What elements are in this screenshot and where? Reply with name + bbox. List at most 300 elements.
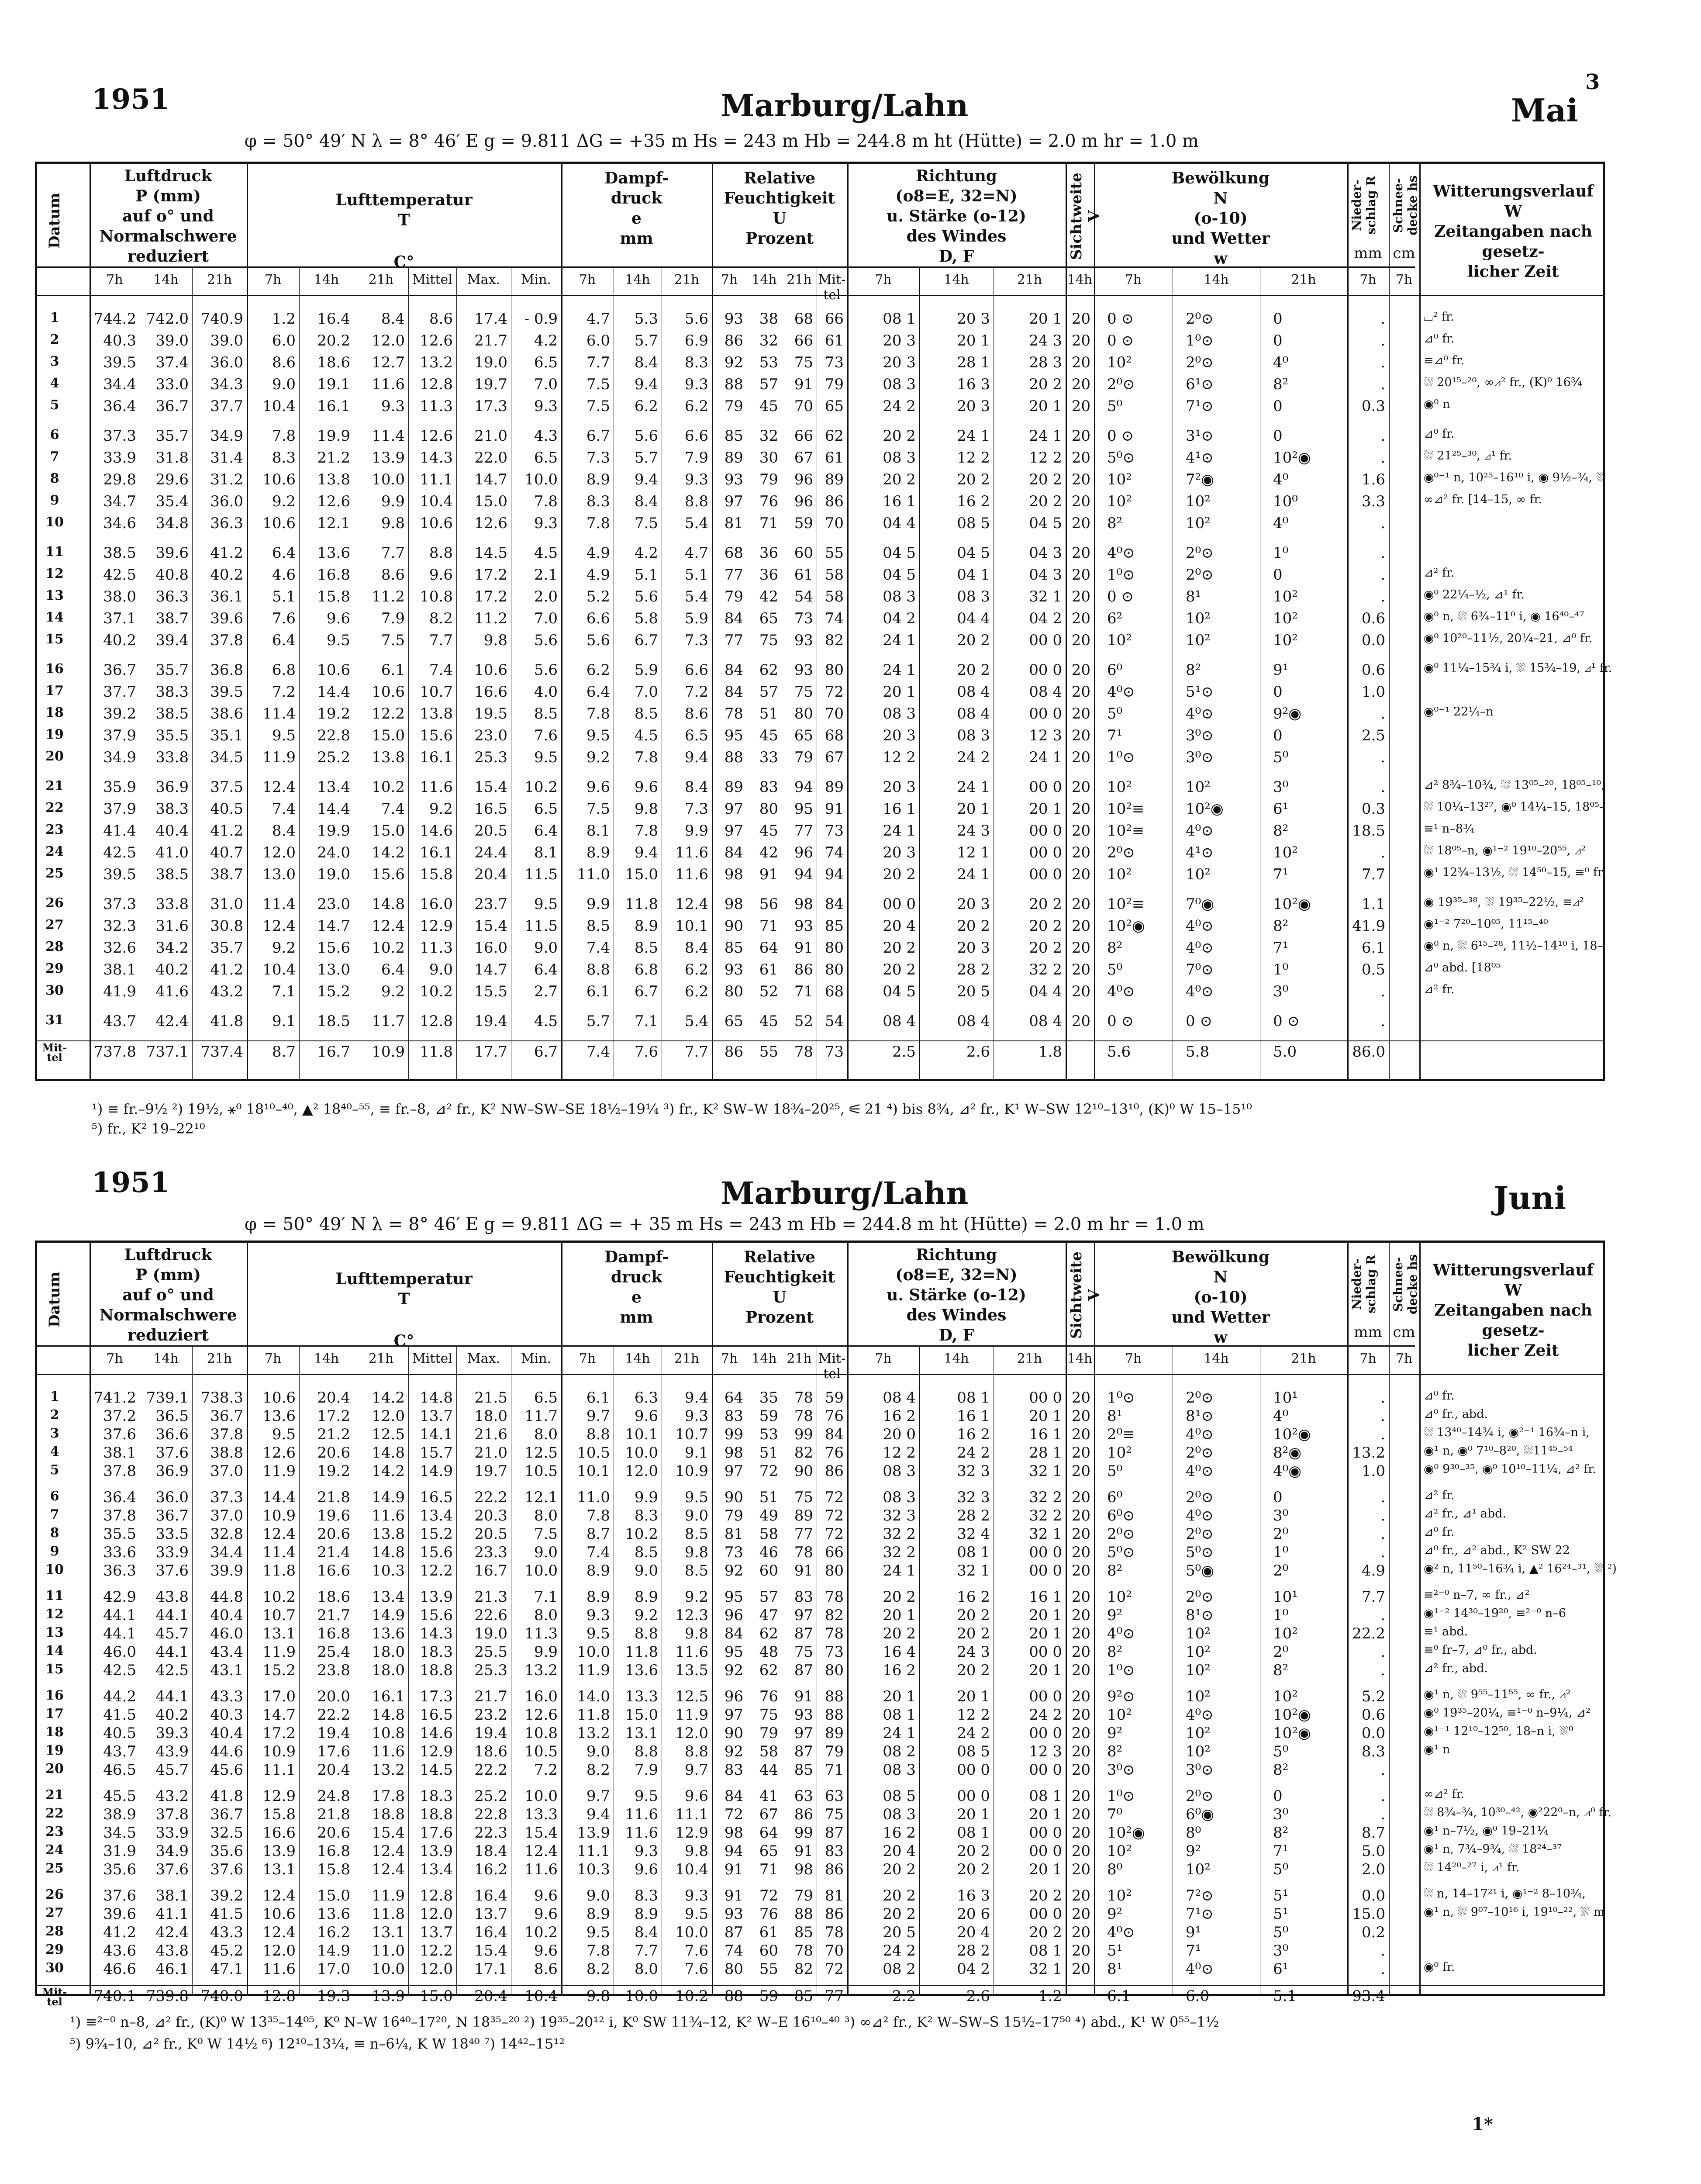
temperature-value: 20.2 (317, 332, 350, 349)
wind-value: 16 4 (883, 1643, 916, 1661)
temperature-value: 14.2 (372, 844, 405, 861)
humidity-value: 70 (825, 515, 844, 532)
pressure-value: 45.7 (155, 1625, 189, 1642)
day-number: 9 (50, 1544, 59, 1559)
pressure-value: 37.6 (103, 1887, 136, 1904)
precipitation-value: . (1380, 1407, 1385, 1425)
pressure-value: 43.4 (210, 1643, 243, 1661)
temperature-value: 19.0 (317, 866, 350, 883)
temperature-value: 10.9 (262, 1743, 296, 1760)
visibility-value: 20 (1071, 1806, 1090, 1823)
pressure-value: 40.5 (210, 800, 243, 818)
humidity-value: 61 (759, 961, 778, 978)
pressure-value: 41.6 (155, 983, 189, 1000)
wind-value: 08 3 (883, 1806, 916, 1823)
pressure-value: 34.4 (103, 376, 136, 393)
humidity-value: 58 (759, 1743, 778, 1760)
day-number: 6 (50, 1489, 59, 1504)
humidity-value: 61 (759, 1924, 778, 1941)
temperature-value: 4.2 (534, 332, 558, 349)
precipitation-value: 1.6 (1361, 471, 1385, 488)
cloud-weather-value: 10² (1186, 610, 1211, 627)
cloud-weather-value: 0 ⊙ (1107, 1013, 1134, 1030)
cloud-weather-value: 8² (1186, 661, 1201, 679)
temperature-value: 12.4 (372, 1842, 405, 1860)
day-number: 17 (45, 683, 64, 698)
temperature-value: 17.2 (317, 1407, 350, 1425)
day-number: 30 (45, 983, 64, 998)
humidity-value: 89 (825, 471, 844, 488)
wind-value: 16 2 (957, 1588, 990, 1606)
temperature-value: 10.2 (372, 939, 405, 957)
pressure-value: 32.5 (210, 1824, 243, 1842)
temperature-value: 6.4 (534, 961, 558, 978)
header-dampfdruck-line: druck (611, 189, 662, 207)
subheader-time: 7h (264, 272, 282, 287)
day-row (37, 1625, 1603, 1642)
humidity-value: 88 (794, 1905, 813, 1923)
temperature-value: 21.7 (474, 332, 507, 349)
pressure-value: 40.3 (210, 1706, 243, 1724)
temperature-value: 14.9 (372, 1489, 405, 1506)
precipitation-value: . (1380, 1013, 1385, 1030)
temperature-value: 12.2 (420, 1942, 453, 1959)
humidity-value: 61 (794, 566, 813, 584)
vapor-pressure-value: 8.5 (634, 939, 658, 957)
visibility-value: 20 (1071, 1588, 1090, 1606)
wind-value: 20 4 (883, 917, 916, 935)
header-lufttemp-line: C° (393, 253, 414, 271)
header-wind-line: des Windes (906, 227, 1007, 245)
temperature-value: 9.6 (534, 1905, 558, 1923)
temperature-value: 12.0 (372, 332, 405, 349)
cloud-weather-value: 9¹ (1273, 661, 1289, 679)
subheader-time: 7h (106, 272, 123, 287)
visibility-value: 20 (1071, 632, 1090, 649)
pressure-value: 35.5 (155, 727, 189, 744)
precipitation-value: 7.7 (1361, 1588, 1385, 1606)
temperature-value: 12.4 (262, 1887, 296, 1904)
precipitation-value: 0.3 (1361, 800, 1385, 818)
pressure-value: 40.2 (103, 632, 136, 649)
humidity-value: 54 (794, 588, 813, 605)
humidity-value: 96 (724, 1607, 743, 1624)
pressure-value: 35.7 (210, 939, 243, 957)
day-number: 23 (45, 822, 64, 837)
humidity-value: 96 (794, 471, 813, 488)
wind-value: 20 3 (957, 310, 990, 328)
temperature-value: 9.5 (534, 749, 558, 766)
temperature-value: 23.0 (317, 895, 350, 913)
cloud-weather-value: 1⁰⊙ (1107, 566, 1135, 584)
temperature-value: 21.8 (317, 1489, 350, 1506)
temperature-value: 13.3 (524, 1806, 558, 1823)
cloud-weather-value: 0 (1273, 332, 1283, 349)
humidity-value: 78 (825, 1588, 844, 1606)
wind-value: 04 5 (883, 983, 916, 1000)
wind-value: 20 2 (957, 1662, 990, 1679)
wind-value: 20 1 (957, 1688, 990, 1705)
cloud-weather-value: 3⁰⊙ (1186, 1761, 1214, 1779)
humidity-value: 87 (794, 1662, 813, 1679)
visibility-value: 20 (1071, 1562, 1090, 1579)
vapor-pressure-value: 5.4 (684, 588, 708, 605)
header-dampfdruck-line: e (631, 1288, 642, 1306)
temperature-value: 7.0 (534, 610, 558, 627)
day-row (37, 1544, 1603, 1561)
wind-value: 32 3 (883, 1507, 916, 1524)
vapor-pressure-value: 6.6 (684, 661, 708, 679)
wind-value: 20 2 (1029, 895, 1062, 913)
day-row (37, 800, 1603, 818)
cloud-weather-value: 10² (1107, 1887, 1132, 1904)
temperature-value: 23.0 (474, 727, 507, 744)
vapor-pressure-value: 5.4 (684, 1013, 708, 1030)
humidity-value: 93 (794, 632, 813, 649)
humidity-value: 88 (825, 1706, 844, 1724)
subheader-time: 14h (314, 1351, 339, 1366)
pressure-value: 37.8 (155, 1806, 189, 1823)
vapor-pressure-value: 7.3 (684, 632, 708, 649)
weather-course-text: ◉¹ n, 7¾–9¾, ⛆ 18²⁴–³⁷ (1424, 1842, 1562, 1856)
vapor-pressure-value: 4.5 (634, 727, 658, 744)
temperature-value: 12.4 (262, 917, 296, 935)
temperature-value: 7.9 (381, 610, 405, 627)
pressure-value: 741.2 (93, 1389, 136, 1406)
weather-course-text: ◉¹ n, ⛆ 9⁵⁵–11⁵⁵, ∞ fr., ⊿² (1424, 1688, 1571, 1701)
humidity-value: 66 (825, 1544, 844, 1561)
vapor-pressure-value: 8.5 (634, 1544, 658, 1561)
wind-value: 04 2 (1029, 610, 1062, 627)
subheader-time: 14h (752, 272, 777, 287)
wind-value: 00 0 (1029, 1824, 1062, 1842)
pressure-value: 36.7 (103, 661, 136, 679)
visibility-value: 20 (1071, 844, 1090, 861)
pressure-value: 37.0 (210, 1507, 243, 1524)
pressure-value: 740.0 (200, 1987, 243, 2005)
wind-value: 24 1 (883, 632, 916, 649)
temperature-value: 25.4 (317, 1643, 350, 1661)
wind-value: 32 1 (1029, 1462, 1062, 1480)
vapor-pressure-value: 5.7 (634, 449, 658, 467)
humidity-value: 60 (794, 544, 813, 562)
cloud-weather-value: 6⁰ (1107, 1489, 1123, 1506)
subheader-time: 21h (787, 272, 812, 287)
subheader-time: 14h (1204, 1351, 1229, 1366)
temperature-value: 10.6 (262, 471, 296, 488)
weather-course-text: ◉¹⁻² 14³⁰–19²⁰, ≡²⁻⁰ n–6 (1424, 1607, 1566, 1620)
wind-value: 2.6 (966, 1043, 990, 1061)
temperature-value: 12.8 (420, 1013, 453, 1030)
vapor-pressure-value: 9.9 (634, 1489, 658, 1506)
day-row (37, 427, 1603, 445)
weather-course-text: ≡²⁻⁰ n–7, ∞ fr., ⊿² (1424, 1588, 1530, 1602)
day-row (37, 493, 1603, 510)
pressure-value: 31.2 (210, 471, 243, 488)
temperature-value: 15.0 (372, 822, 405, 840)
vapor-pressure-value: 8.7 (586, 1525, 610, 1543)
wind-value: 20 2 (957, 1861, 990, 1878)
precipitation-value: 0.6 (1361, 661, 1385, 679)
humidity-value: 79 (794, 1887, 813, 1904)
humidity-value: 93 (724, 961, 743, 978)
temperature-value: 10.2 (372, 778, 405, 796)
vapor-pressure-value: 9.9 (684, 822, 708, 840)
day-row (37, 566, 1603, 584)
temperature-value: 16.8 (317, 1842, 350, 1860)
wind-value: 08 2 (883, 1960, 916, 1978)
day-number: 21 (45, 1787, 64, 1803)
header-wind-line: (o8=E, 32=N) (895, 187, 1018, 205)
temperature-value: 11.8 (262, 1562, 296, 1579)
cloud-weather-value: 8²◉ (1273, 1444, 1301, 1462)
wind-value: 20 2 (957, 1607, 990, 1624)
precipitation-value: 1.0 (1361, 1462, 1385, 1480)
day-number: 14 (45, 610, 64, 625)
cloud-weather-value: 10² (1186, 778, 1211, 796)
humidity-value: 72 (759, 1887, 778, 1904)
cloud-weather-value: 10² (1107, 1706, 1132, 1724)
vapor-pressure-value: 9.0 (586, 1743, 610, 1760)
cloud-weather-value: 3⁰⊙ (1186, 727, 1214, 744)
pressure-value: 39.4 (155, 632, 189, 649)
humidity-value: 79 (724, 1507, 743, 1524)
wind-value: 16 1 (1029, 1426, 1062, 1443)
temperature-value: 10.0 (524, 1787, 558, 1805)
day-number: 23 (45, 1824, 64, 1839)
temperature-value: 11.2 (474, 610, 507, 627)
vapor-pressure-value: 9.0 (684, 1507, 708, 1524)
humidity-value: 59 (759, 1987, 778, 2005)
vapor-pressure-value: 8.3 (586, 493, 610, 510)
humidity-value: 90 (724, 1489, 743, 1506)
cloud-weather-value: 10² (1186, 1724, 1211, 1742)
header-schneedecke: Schnee-decke hs (1391, 175, 1420, 235)
temperature-value: 17.4 (474, 310, 507, 328)
wind-value: 16 3 (957, 376, 990, 393)
vapor-pressure-value: 6.9 (684, 332, 708, 349)
humidity-value: 91 (794, 1842, 813, 1860)
temperature-value: 7.4 (272, 800, 296, 818)
wind-value: 08 1 (883, 1706, 916, 1724)
temperature-value: 13.8 (372, 749, 405, 766)
temperature-value: 23.7 (474, 895, 507, 913)
vapor-pressure-value: 6.1 (586, 1389, 610, 1406)
pressure-value: 39.0 (155, 332, 189, 349)
humidity-value: 90 (794, 1462, 813, 1480)
wind-value: 00 0 (1029, 1643, 1062, 1661)
wind-value: 20 3 (957, 397, 990, 415)
header-wind-line: Richtung (916, 167, 997, 185)
temperature-value: 15.4 (474, 778, 507, 796)
humidity-value: 91 (825, 800, 844, 818)
cloud-weather-value: 8² (1107, 1643, 1123, 1661)
temperature-value: 12.2 (372, 705, 405, 722)
pressure-value: 41.1 (155, 1905, 189, 1923)
temperature-value: 12.7 (372, 354, 405, 371)
vapor-pressure-value: 9.6 (684, 1787, 708, 1805)
pressure-value: 42.5 (103, 1662, 136, 1679)
day-row (37, 1743, 1603, 1760)
wind-value: 32 1 (1029, 588, 1062, 605)
humidity-value: 62 (825, 427, 844, 445)
cloud-weather-value: 0 ⊙ (1186, 1013, 1212, 1030)
vapor-pressure-value: 6.0 (586, 332, 610, 349)
header-bewoelkung-line: (o-10) (1194, 1288, 1248, 1306)
vapor-pressure-value: 8.3 (634, 1887, 658, 1904)
header-wind-line: u. Stärke (o-12) (887, 207, 1026, 225)
weather-course-text: ◉⁰ n (1424, 397, 1450, 411)
subheader-time: 21h (1017, 1351, 1042, 1366)
pressure-value: 38.9 (103, 1806, 136, 1823)
humidity-value: 72 (825, 1960, 844, 1978)
wind-value: 28 2 (957, 1942, 990, 1959)
pressure-value: 36.7 (155, 1507, 189, 1524)
wind-value: 16 1 (1029, 1588, 1062, 1606)
humidity-value: 76 (825, 1444, 844, 1462)
humidity-value: 97 (724, 493, 743, 510)
day-number: 13 (45, 588, 64, 603)
cloud-weather-value: 1⁰⊙ (1107, 749, 1135, 766)
humidity-value: 53 (759, 354, 778, 371)
header-feuchtigkeit-line: Prozent (745, 1308, 814, 1327)
pressure-value: 42.5 (103, 844, 136, 861)
vapor-pressure-value: 5.2 (586, 588, 610, 605)
temperature-value: 15.0 (317, 1887, 350, 1904)
temperature-value: 20.0 (317, 1688, 350, 1705)
temperature-value: 5.1 (272, 588, 296, 605)
vapor-pressure-value: 8.5 (684, 1525, 708, 1543)
june-year: 1951 (92, 1166, 170, 1199)
temperature-value: 6.4 (272, 632, 296, 649)
pressure-value: 41.5 (210, 1905, 243, 1923)
cloud-weather-value: 0 (1273, 427, 1283, 445)
cloud-weather-value: 5⁰ (1107, 397, 1123, 415)
humidity-value: 55 (825, 544, 844, 562)
precipitation-value: . (1380, 983, 1385, 1000)
precipitation-value: 0.3 (1361, 397, 1385, 415)
cloud-weather-value: 1⁰⊙ (1107, 1389, 1135, 1406)
temperature-value: 15.6 (317, 939, 350, 957)
subheader-time: 14h (153, 1351, 179, 1366)
humidity-value: 60 (759, 1562, 778, 1579)
temperature-value: 13.1 (262, 1861, 296, 1878)
vapor-pressure-value: 9.6 (586, 778, 610, 796)
vapor-pressure-value: 6.3 (634, 1389, 658, 1406)
temperature-value: 9.8 (381, 515, 405, 532)
temperature-value: 9.6 (534, 1887, 558, 1904)
cloud-weather-value: 9² (1186, 1842, 1201, 1860)
wind-value: 20 2 (1029, 939, 1062, 957)
temperature-value: 10.2 (420, 983, 453, 1000)
day-row (37, 332, 1603, 349)
vapor-pressure-value: 11.0 (577, 866, 610, 883)
weather-course-text: ⊿⁰ fr. (1424, 1389, 1455, 1403)
pressure-value: 44.6 (210, 1743, 243, 1760)
header-witterungsverlauf-line: licher Zeit (1467, 263, 1559, 281)
wind-value: 12 2 (883, 749, 916, 766)
day-number: 18 (45, 1724, 64, 1740)
temperature-value: 21.5 (474, 1389, 507, 1406)
cloud-weather-value: 4⁰⊙ (1186, 705, 1214, 722)
temperature-value: 16.2 (317, 1924, 350, 1941)
pressure-value: 40.3 (103, 332, 136, 349)
day-number: 16 (45, 1688, 64, 1703)
day-number: 4 (50, 1444, 59, 1459)
wind-value: 20 1 (883, 1607, 916, 1624)
humidity-value: 58 (825, 588, 844, 605)
pressure-value: 36.3 (210, 515, 243, 532)
temperature-value: 5.6 (534, 661, 558, 679)
vapor-pressure-value: 10.2 (675, 1987, 708, 2005)
humidity-value: 86 (825, 1905, 844, 1923)
cloud-weather-value: 2⁰⊙ (1186, 1787, 1214, 1805)
day-row (37, 310, 1603, 328)
cloud-weather-value: 8⁰ (1186, 1824, 1201, 1842)
pressure-value: 37.5 (210, 778, 243, 796)
temperature-value: 12.9 (420, 917, 453, 935)
vapor-pressure-value: 4.7 (586, 310, 610, 328)
vapor-pressure-value: 7.8 (634, 822, 658, 840)
cloud-weather-value: 2⁰⊙ (1186, 544, 1214, 562)
temperature-value: 11.3 (420, 397, 453, 415)
temperature-value: 18.6 (474, 1743, 507, 1760)
humidity-value: 80 (724, 1960, 743, 1978)
cloud-weather-value: 2⁰⊙ (1186, 1389, 1214, 1406)
humidity-value: 54 (825, 1013, 844, 1030)
vapor-pressure-value: 11.9 (675, 1706, 708, 1724)
humidity-value: 45 (759, 397, 778, 415)
day-row (37, 1706, 1603, 1724)
pressure-value: 43.8 (155, 1942, 189, 1959)
cloud-weather-value: 1⁰ (1273, 1544, 1289, 1561)
cloud-weather-value: 10² (1107, 493, 1132, 510)
vapor-pressure-value: 7.0 (634, 683, 658, 701)
temperature-value: 10.4 (524, 1987, 558, 2005)
temperature-value: 19.4 (474, 1724, 507, 1742)
header-lufttemp-line: C° (393, 1332, 414, 1350)
day-number: 27 (45, 917, 64, 933)
temperature-value: 10.2 (524, 778, 558, 796)
cloud-weather-value: 10² (1186, 1743, 1211, 1760)
humidity-value: 91 (759, 866, 778, 883)
temperature-value: 16.6 (317, 1562, 350, 1579)
pressure-value: 45.5 (103, 1787, 136, 1805)
temperature-value: 19.0 (474, 1625, 507, 1642)
temperature-value: 13.9 (420, 1842, 453, 1860)
cloud-weather-value: 0 (1273, 397, 1283, 415)
temperature-value: 19.5 (474, 705, 507, 722)
cloud-weather-value: 10² (1186, 1625, 1211, 1642)
humidity-value: 67 (825, 749, 844, 766)
humidity-value: 75 (794, 354, 813, 371)
vapor-pressure-value: 7.9 (684, 449, 708, 467)
cloud-weather-value: 4⁰⊙ (1107, 683, 1135, 701)
humidity-value: 62 (759, 1662, 778, 1679)
wind-value: 00 0 (1029, 822, 1062, 840)
vapor-pressure-value: 8.9 (586, 1588, 610, 1606)
pressure-value: 37.3 (103, 427, 136, 445)
cloud-weather-value: 9² (1107, 1905, 1123, 1923)
temperature-value: 18.5 (317, 1013, 350, 1030)
day-row (37, 1426, 1603, 1443)
temperature-value: 10.0 (524, 471, 558, 488)
wind-value: 20 2 (957, 1842, 990, 1860)
wind-value: 24 2 (957, 749, 990, 766)
pressure-value: 36.0 (210, 493, 243, 510)
visibility-value: 20 (1071, 1507, 1090, 1524)
humidity-value: 72 (825, 1525, 844, 1543)
